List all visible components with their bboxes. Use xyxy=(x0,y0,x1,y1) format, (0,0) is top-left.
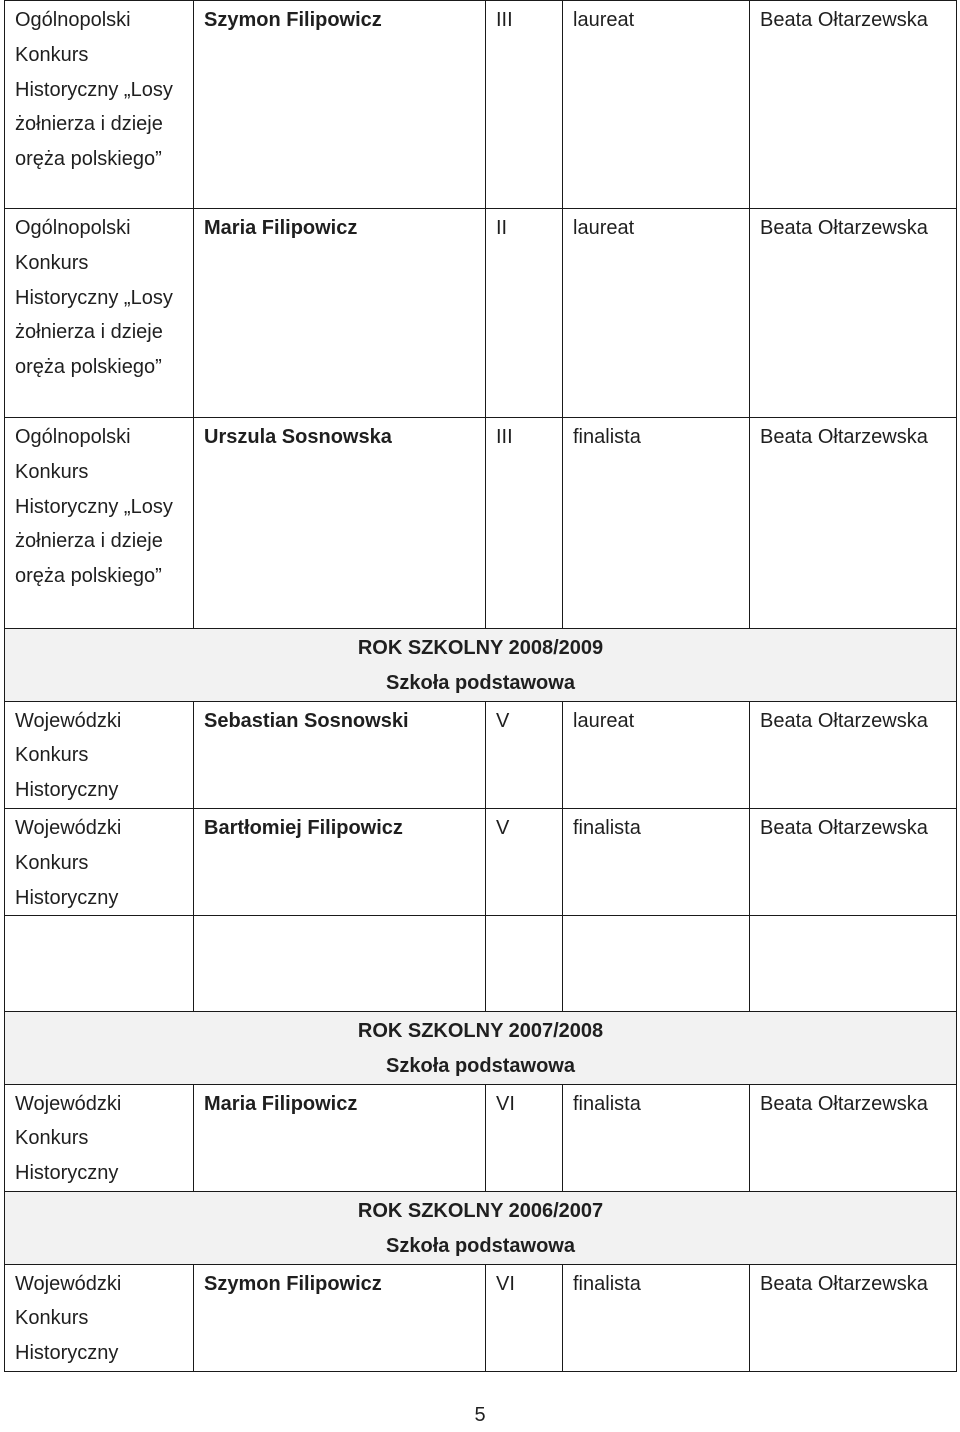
section-header xyxy=(5,629,957,702)
class-cell: V xyxy=(486,701,563,808)
student-name: Bartłomiej Filipowicz xyxy=(194,808,486,915)
section-header-row xyxy=(5,629,957,702)
teacher-cell: Beata Ołtarzewska xyxy=(750,1264,957,1371)
school-year-label: ROK SZKOLNY 2006/2007 xyxy=(357,1199,604,1222)
student-name: Sebastian Sosnowski xyxy=(194,701,486,808)
student-name: Szymon Filipowicz xyxy=(194,1264,486,1371)
teacher-cell: Beata Ołtarzewska xyxy=(750,1084,957,1191)
results-table-bottom xyxy=(4,1011,957,1372)
result-cell: finalista xyxy=(563,1084,750,1191)
section-header-row xyxy=(5,1191,957,1264)
result-cell: finalista xyxy=(563,418,750,629)
table-row xyxy=(5,1,957,209)
teacher-cell: Beata Ołtarzewska xyxy=(750,1,957,209)
empty-cell xyxy=(563,916,750,1018)
table-row xyxy=(5,808,957,915)
class-cell: III xyxy=(486,1,563,209)
empty-cell xyxy=(486,916,563,1018)
result-cell: finalista xyxy=(563,1264,750,1371)
school-year-label: ROK SZKOLNY 2008/2009 xyxy=(357,637,604,659)
contest-cell: Wojewódzki Konkurs Historyczny xyxy=(5,1264,194,1371)
table-row xyxy=(5,209,957,418)
table-row xyxy=(5,418,957,629)
class-cell: II xyxy=(486,209,563,418)
contest-cell: Wojewódzki Konkurs Historyczny xyxy=(5,1084,194,1191)
table-row-empty xyxy=(5,916,957,1018)
student-name: Maria Filipowicz xyxy=(194,209,486,418)
table-row xyxy=(5,1264,957,1371)
teacher-cell: Beata Ołtarzewska xyxy=(750,418,957,629)
class-cell: VI xyxy=(486,1264,563,1371)
empty-cell xyxy=(194,916,486,1018)
school-type-label: Szkoła podstawowa xyxy=(386,671,575,694)
contest-cell: Ogólnopolski Konkurs Historyczny „Losy żołnierza i dzieje oręża polskiego” xyxy=(5,418,194,629)
table-row xyxy=(5,701,957,808)
result-cell: laureat xyxy=(563,209,750,418)
student-name: Maria Filipowicz xyxy=(194,1084,486,1191)
empty-cell xyxy=(750,916,957,1018)
class-cell: VI xyxy=(486,1084,563,1191)
teacher-cell: Beata Ołtarzewska xyxy=(750,808,957,915)
teacher-cell: Beata Ołtarzewska xyxy=(750,701,957,808)
section-header xyxy=(5,1191,957,1264)
contest-cell: Ogólnopolski Konkurs Historyczny „Losy żołnierza i dzieje oręża polskiego” xyxy=(5,209,194,418)
empty-cell xyxy=(5,916,194,1018)
results-table-top xyxy=(4,0,957,1018)
table-row xyxy=(5,1084,957,1191)
section-header xyxy=(5,1012,957,1085)
result-cell: laureat xyxy=(563,1,750,209)
school-year-label: ROK SZKOLNY 2007/2008 xyxy=(357,1020,604,1042)
teacher-cell: Beata Ołtarzewska xyxy=(750,209,957,418)
contest-cell: Wojewódzki Konkurs Historyczny xyxy=(5,701,194,808)
school-type-label: Szkoła podstawowa xyxy=(386,1234,575,1257)
student-name: Urszula Sosnowska xyxy=(194,418,486,629)
school-type-label: Szkoła podstawowa xyxy=(386,1054,575,1077)
result-cell: laureat xyxy=(563,701,750,808)
section-header-row xyxy=(5,1012,957,1085)
class-cell: III xyxy=(486,418,563,629)
student-name: Szymon Filipowicz xyxy=(194,1,486,209)
contest-cell: Ogólnopolski Konkurs Historyczny „Losy żołnierza i dzieje oręża polskiego” xyxy=(5,1,194,209)
class-cell: V xyxy=(486,808,563,915)
contest-cell: Wojewódzki Konkurs Historyczny xyxy=(5,808,194,915)
result-cell: finalista xyxy=(563,808,750,915)
page-number: 5 xyxy=(474,1404,486,1426)
